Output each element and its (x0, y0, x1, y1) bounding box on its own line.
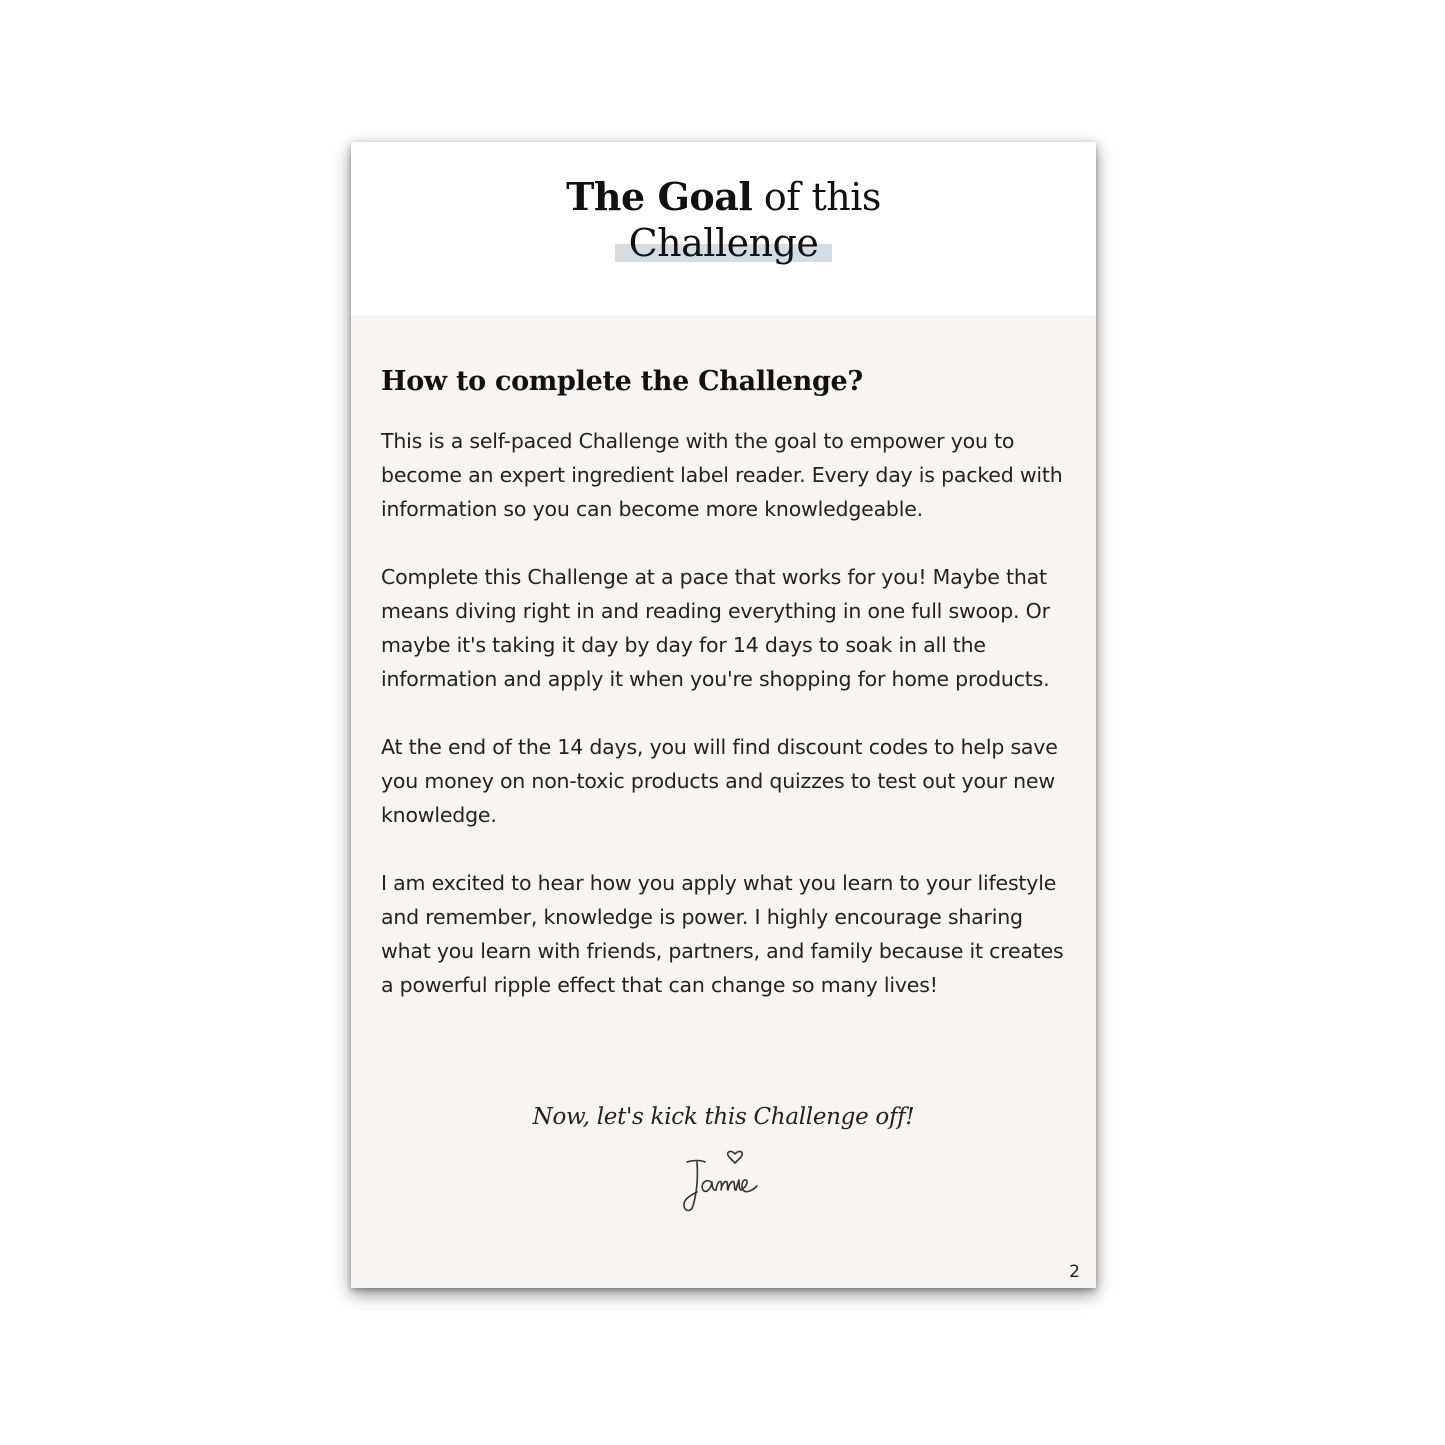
closing-line: Now, let's kick this Challenge off! (532, 1104, 915, 1130)
section-heading: How to complete the Challenge? (381, 366, 863, 397)
page-header (351, 142, 1096, 315)
jamie-signature (673, 1140, 773, 1216)
paragraph-pace: Complete this Challenge at a pace that works for you! Maybe that means diving right in and reading everything in one full swoop. Or maybe it's taking it day by day for 14 days to soak in all the information and apply it when you're shopping for home products. (381, 565, 1050, 691)
paragraph-sharing: I am excited to hear how you apply what you learn to your lifestyle and remember, knowledge is power. I highly encourage sharing what you learn with friends, partners, and family because it creates a powerful ripple effect that can change so many lives! (381, 871, 1064, 997)
page-content (381, 362, 1071, 1036)
paragraph-rewards: At the end of the 14 days, you will find discount codes to help save you money on non-toxic products and quizzes to test out your new knowledge. (381, 735, 1058, 827)
title-bold-part: The Goal (566, 174, 753, 219)
document-page (351, 142, 1096, 1288)
paragraph-intro: This is a self-paced Challenge with the goal to empower you to become an expert ingredient label reader. Every day is packed with information so you can become more knowledgeable. (381, 429, 1063, 521)
title-challenge-word: Challenge (628, 221, 819, 265)
page-title (351, 174, 1096, 266)
page-number: 2 (1069, 1262, 1080, 1282)
title-light-part: of this (763, 175, 881, 219)
title-second-line (615, 220, 833, 266)
